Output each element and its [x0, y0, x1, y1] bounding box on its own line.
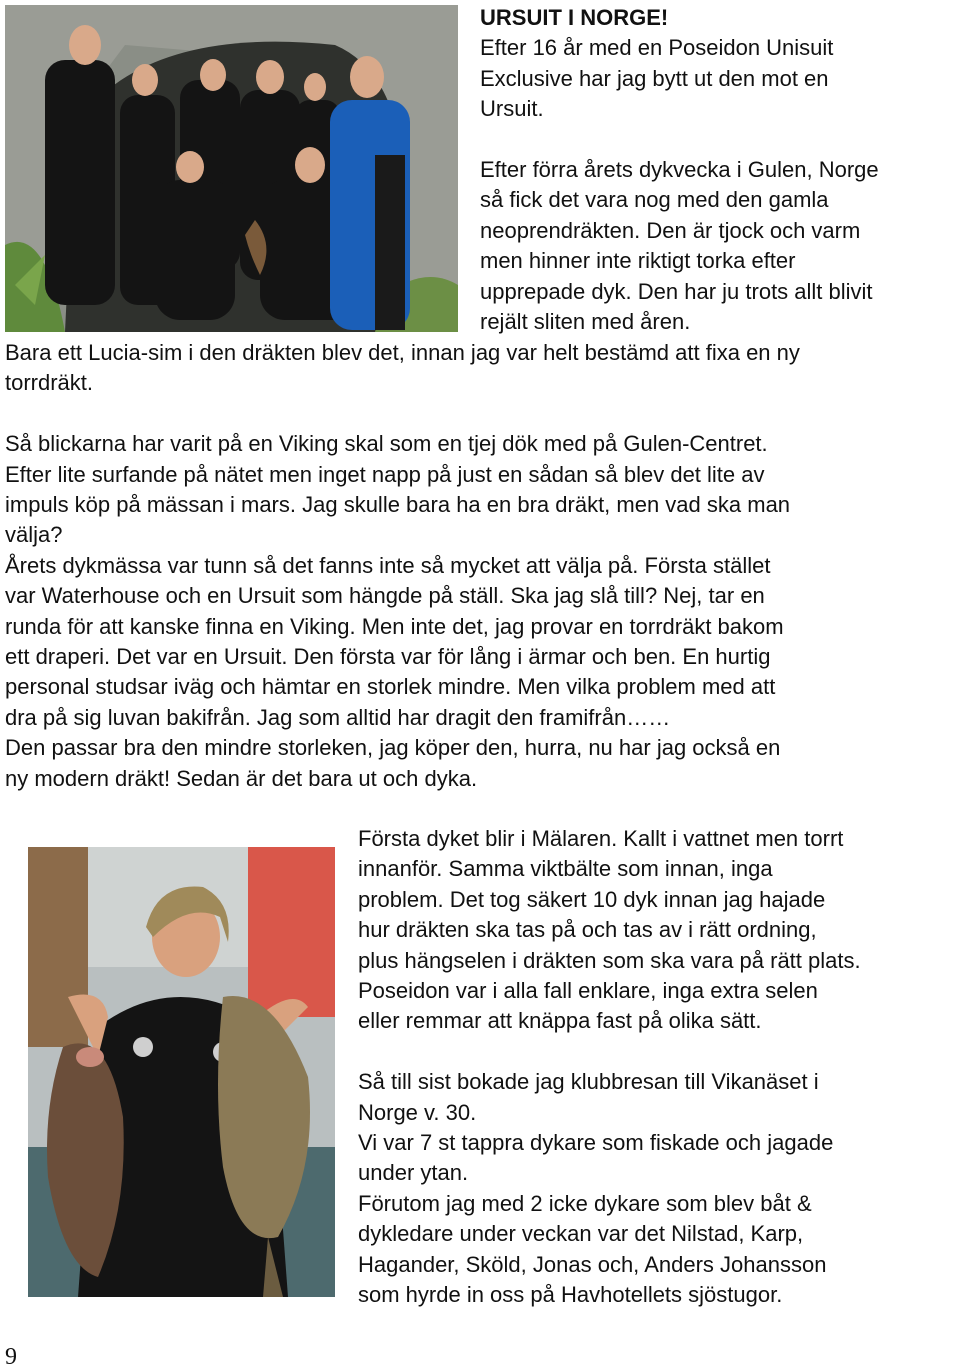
text-line: Vi var 7 st tappra dykare som fiskade och jagade: [358, 1130, 834, 1156]
text-line: dykledare under veckan var det Nilstad, Karp,: [358, 1221, 804, 1247]
text-line: innanför. Samma viktbälte som innan, inga: [358, 856, 773, 882]
text-line: Efter förra årets dykvecka i Gulen, Norge: [480, 157, 879, 183]
text-line: eller remmar att knäppa fast på olika sätt.: [358, 1008, 762, 1034]
text-line: runda för att kanske finna en Viking. Men inte det, jag provar en torrdräkt bakom: [5, 613, 784, 639]
text-line: Så till sist bokade jag klubbresan till Vikanäset i: [358, 1069, 819, 1095]
text-line: impuls köp på mässan i mars. Jag skulle bara ha en bra dräkt, men vad ska man: [5, 492, 791, 518]
text-line: hur dräkten ska tas på och tas av i rätt ordning,: [358, 917, 817, 943]
text-line: Ursuit.: [480, 96, 544, 122]
text-line: Exclusive har jag bytt ut den mot en: [480, 65, 829, 91]
page-number: 9: [5, 1344, 17, 1370]
text-line: Poseidon var i alla fall enklare, inga extra selen: [358, 978, 818, 1004]
article-title: URSUIT I NORGE!: [480, 5, 669, 30]
text-line: Första dyket blir i Mälaren. Kallt i vattnet men torrt: [358, 826, 844, 851]
main-text: [5, 338, 957, 794]
text-line: upprepade dyk. Den har ju trots allt blivit: [480, 278, 873, 304]
text-line: Så blickarna har varit på en Viking skal som en tjej dök med på Gulen-Centret.: [5, 431, 768, 457]
text-line: problem. Det tog säkert 10 dyk innan jag hajade: [358, 886, 826, 912]
text-line: så fick det vara nog med den gamla: [480, 187, 829, 213]
text-line: Norge v. 30.: [358, 1099, 477, 1125]
bottom-column: [358, 824, 958, 1310]
text-line: välja?: [5, 522, 63, 548]
text-line: rejält sliten med åren.: [480, 309, 691, 335]
text-line: Efter 16 år med en Poseidon Unisuit: [480, 35, 834, 61]
text-line: plus hängselen i dräkten som ska vara på rätt plats.: [358, 947, 861, 973]
text-line: men hinner inte riktigt torka efter: [480, 248, 796, 274]
text-line: Bara ett Lucia-sim i den dräkten blev det, innan jag var helt bestämd att fixa en ny: [5, 340, 800, 365]
text-line: torrdräkt.: [5, 370, 94, 396]
group-photo-divers: [5, 5, 458, 332]
text-line: Den passar bra den mindre storleken, jag köper den, hurra, nu har jag också en: [5, 735, 781, 761]
text-line: Hagander, Sköld, Jonas och, Anders Johansson: [358, 1251, 827, 1277]
text-line: dra på sig luvan bakifrån. Jag som alltid har dragit den framifrån……: [5, 704, 671, 730]
text-line: ett draperi. Det var en Ursuit. Den första var för lång i ärmar och ben. En hurtig: [5, 644, 771, 670]
text-line: Årets dykmässa var tunn så det fanns inte så mycket att välja på. Första stället: [5, 552, 771, 578]
text-line: under ytan.: [358, 1160, 469, 1186]
text-line: som hyrde in oss på Havhotellets sjöstugor.: [358, 1282, 783, 1308]
text-line: personal studsar iväg och hämtar en storlek mindre. Men vilka problem med att: [5, 674, 776, 700]
text-line: var Waterhouse och en Ursuit som hängde på ställ. Ska jag slå till? Nej, tar en: [5, 583, 765, 609]
text-line: Förutom jag med 2 icke dykare som blev båt &: [358, 1190, 812, 1216]
diver-with-fish-photo: [28, 847, 335, 1297]
intro-column: [480, 3, 950, 337]
text-line: neoprendräkten. Den är tjock och varm: [480, 217, 861, 243]
text-line: Efter lite surfande på nätet men inget napp på just en sådan så blev det lite av: [5, 461, 765, 487]
text-line: ny modern dräkt! Sedan är det bara ut och dyka.: [5, 765, 478, 791]
